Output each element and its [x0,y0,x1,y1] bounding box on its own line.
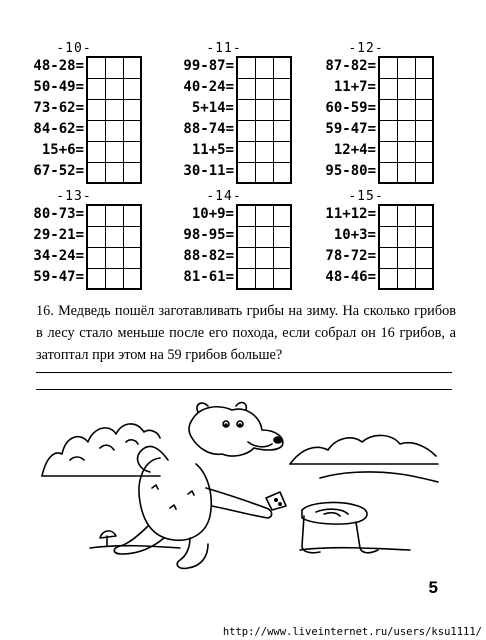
expression: 48-46= [325,269,376,285]
page-number: 5 [428,578,438,597]
block-title: -13- [56,189,92,204]
expression: 73-62= [33,100,84,116]
expression: 15+6= [41,142,84,158]
expression: 67-52= [33,163,84,179]
expression: 84-62= [33,121,84,137]
expression: 48-28= [33,58,84,74]
expression: 10+9= [191,206,234,222]
bear-body [139,458,211,540]
bear-leg-right [177,538,208,568]
expression: 95-80= [325,163,376,179]
expression: 99-87= [183,58,234,74]
mushroom [100,531,116,546]
block-title: -11- [206,41,242,56]
expression: 88-74= [183,121,234,137]
expression: 60-59= [325,100,376,116]
ground [90,546,410,550]
expression: 34-24= [33,248,84,264]
expression: 40-24= [183,79,234,95]
word-problem-text: 16. Медведь пошёл заготавливать грибы на зиму. На сколько грибов в лесу стало меньше после его похода, если собрал он 16 грибов, а затоптал при этом на 59 грибов больше? [36,303,456,363]
bear-leg-left [114,526,164,554]
answer-grid[interactable] [236,56,292,184]
expression: 98-95= [183,227,234,243]
expression: 5+14= [191,100,234,116]
answer-line[interactable] [36,372,452,373]
expression: 11+5= [191,142,234,158]
expression: 12+4= [333,142,376,158]
bear-illustration [40,398,440,573]
expression: 10+3= [333,227,376,243]
answer-grid[interactable] [236,204,292,290]
expression: 59-47= [33,269,84,285]
expression: 87-82= [325,58,376,74]
expression: 59-47= [325,121,376,137]
expression: 88-82= [183,248,234,264]
bear-arm-left [138,446,168,472]
expression: 81-61= [183,269,234,285]
expression: 80-73= [33,206,84,222]
answer-grid[interactable] [86,204,142,290]
expression: 30-11= [183,163,234,179]
expression: 50-49= [33,79,84,95]
footer-url[interactable]: http://www.liveinternet.ru/users/ksu1111/ [222,626,482,638]
expression: 78-72= [325,248,376,264]
hills-right [290,435,436,464]
answer-grid[interactable] [378,56,434,184]
answer-grid[interactable] [378,204,434,290]
expression: 11+12= [325,206,376,222]
block-title: -10- [56,41,92,56]
answer-line[interactable] [36,389,452,390]
expression: 11+7= [333,79,376,95]
bear-arm-right [206,488,272,518]
block-title: -14- [206,189,242,204]
expression: 29-21= [33,227,84,243]
answer-grid[interactable] [86,56,142,184]
block-title: -15- [348,189,384,204]
bear-head [189,407,283,456]
block-title: -12- [348,41,384,56]
